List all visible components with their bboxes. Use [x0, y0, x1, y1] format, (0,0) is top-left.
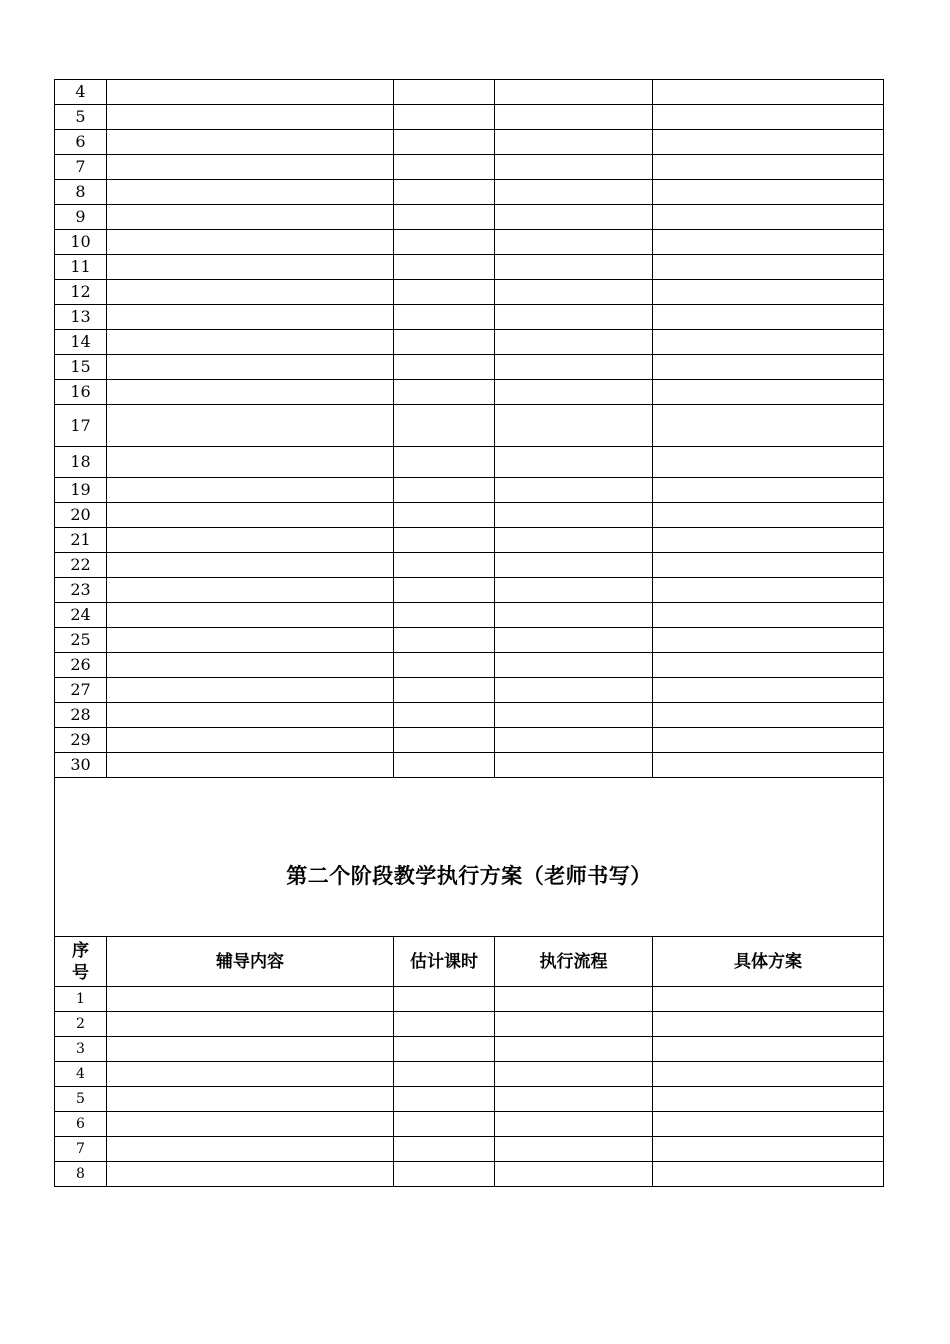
content-cell[interactable]: [107, 1137, 394, 1162]
content-cell[interactable]: [107, 1037, 394, 1062]
plan-cell[interactable]: [653, 728, 884, 753]
table-row: [55, 1012, 884, 1037]
section-title-cell: [55, 778, 884, 937]
hours-cell[interactable]: [394, 405, 495, 447]
process-cell[interactable]: [495, 753, 653, 778]
table-row: [55, 728, 884, 753]
table-row: [55, 330, 884, 355]
process-cell[interactable]: [495, 1137, 653, 1162]
hours-cell[interactable]: [394, 280, 495, 305]
content-cell[interactable]: [107, 330, 394, 355]
hours-cell[interactable]: [394, 628, 495, 653]
row-number: 15: [55, 355, 107, 380]
plan-cell[interactable]: [653, 230, 884, 255]
row-number: 18: [55, 447, 107, 478]
hours-cell[interactable]: [394, 155, 495, 180]
content-cell[interactable]: [107, 205, 394, 230]
content-cell[interactable]: [107, 528, 394, 553]
content-cell[interactable]: [107, 447, 394, 478]
plan-cell[interactable]: [653, 503, 884, 528]
content-cell[interactable]: [107, 478, 394, 503]
content-cell[interactable]: [107, 753, 394, 778]
hours-cell[interactable]: [394, 1087, 495, 1112]
table-row: [55, 255, 884, 280]
process-cell[interactable]: [495, 255, 653, 280]
process-cell[interactable]: [495, 1087, 653, 1112]
hours-cell[interactable]: [394, 728, 495, 753]
process-cell[interactable]: [495, 987, 653, 1012]
table-row: [55, 405, 884, 447]
hours-cell[interactable]: [394, 330, 495, 355]
process-cell[interactable]: [495, 603, 653, 628]
content-cell[interactable]: [107, 230, 394, 255]
table-row: [55, 1087, 884, 1112]
hours-cell[interactable]: [394, 703, 495, 728]
hours-cell[interactable]: [394, 205, 495, 230]
plan-cell[interactable]: [653, 1137, 884, 1162]
stage1-rows: [55, 80, 884, 778]
content-cell[interactable]: [107, 355, 394, 380]
process-cell[interactable]: [495, 703, 653, 728]
process-cell[interactable]: [495, 1037, 653, 1062]
process-cell[interactable]: [495, 280, 653, 305]
row-number: 1: [55, 987, 107, 1012]
content-cell[interactable]: [107, 155, 394, 180]
content-cell[interactable]: [107, 1162, 394, 1187]
process-cell[interactable]: [495, 1012, 653, 1037]
table-row: [55, 447, 884, 478]
header-seq: [55, 937, 107, 987]
content-cell[interactable]: [107, 678, 394, 703]
process-cell[interactable]: [495, 180, 653, 205]
content-cell[interactable]: [107, 180, 394, 205]
content-cell[interactable]: [107, 1062, 394, 1087]
row-number: 20: [55, 503, 107, 528]
plan-cell[interactable]: [653, 305, 884, 330]
plan-cell[interactable]: [653, 653, 884, 678]
process-cell[interactable]: [495, 528, 653, 553]
row-number: 23: [55, 578, 107, 603]
plan-cell[interactable]: [653, 1037, 884, 1062]
row-number: 26: [55, 653, 107, 678]
content-cell[interactable]: [107, 603, 394, 628]
hours-cell[interactable]: [394, 1137, 495, 1162]
content-cell[interactable]: [107, 105, 394, 130]
content-cell[interactable]: [107, 578, 394, 603]
hours-cell[interactable]: [394, 80, 495, 105]
content-cell[interactable]: [107, 703, 394, 728]
process-cell[interactable]: [495, 230, 653, 255]
process-cell[interactable]: [495, 653, 653, 678]
table-row: [55, 380, 884, 405]
row-number: 12: [55, 280, 107, 305]
header-row: [55, 937, 884, 987]
process-cell[interactable]: [495, 205, 653, 230]
table-row: [55, 628, 884, 653]
hours-cell[interactable]: [394, 578, 495, 603]
plan-cell[interactable]: [653, 528, 884, 553]
table-row: [55, 478, 884, 503]
table-row: [55, 280, 884, 305]
row-number: 30: [55, 753, 107, 778]
process-cell[interactable]: [495, 447, 653, 478]
row-number: 21: [55, 528, 107, 553]
plan-cell[interactable]: [653, 628, 884, 653]
row-number: 13: [55, 305, 107, 330]
row-number: 4: [55, 1062, 107, 1087]
content-cell[interactable]: [107, 130, 394, 155]
hours-cell[interactable]: [394, 1012, 495, 1037]
table-row: [55, 205, 884, 230]
table-row: [55, 603, 884, 628]
hours-cell[interactable]: [394, 1112, 495, 1137]
table-row: [55, 305, 884, 330]
table-row: [55, 578, 884, 603]
content-cell[interactable]: [107, 728, 394, 753]
table-row: [55, 553, 884, 578]
row-number: 17: [55, 405, 107, 447]
plan-cell[interactable]: [653, 603, 884, 628]
plan-cell[interactable]: [653, 405, 884, 447]
plan-cell[interactable]: [653, 703, 884, 728]
table-row: [55, 130, 884, 155]
plan-cell[interactable]: [653, 155, 884, 180]
hours-cell[interactable]: [394, 255, 495, 280]
row-number: 8: [55, 180, 107, 205]
plan-cell[interactable]: [653, 1162, 884, 1187]
hours-cell[interactable]: [394, 380, 495, 405]
row-number: 3: [55, 1037, 107, 1062]
stage2-section: [55, 778, 884, 1187]
plan-cell[interactable]: [653, 447, 884, 478]
hours-cell[interactable]: [394, 653, 495, 678]
hours-cell[interactable]: [394, 987, 495, 1012]
row-number: 10: [55, 230, 107, 255]
content-cell[interactable]: [107, 1087, 394, 1112]
process-cell[interactable]: [495, 105, 653, 130]
row-number: 25: [55, 628, 107, 653]
table-row: [55, 528, 884, 553]
plan-cell[interactable]: [653, 330, 884, 355]
row-number: 6: [55, 1112, 107, 1137]
plan-cell[interactable]: [653, 1012, 884, 1037]
plan-cell[interactable]: [653, 1087, 884, 1112]
process-cell[interactable]: [495, 330, 653, 355]
content-cell[interactable]: [107, 987, 394, 1012]
hours-cell[interactable]: [394, 1037, 495, 1062]
table-row: [55, 355, 884, 380]
process-cell[interactable]: [495, 380, 653, 405]
plan-cell[interactable]: [653, 1112, 884, 1137]
table-row: [55, 987, 884, 1012]
row-number: 5: [55, 1087, 107, 1112]
hours-cell[interactable]: [394, 553, 495, 578]
process-cell[interactable]: [495, 405, 653, 447]
hours-cell[interactable]: [394, 478, 495, 503]
process-cell[interactable]: [495, 80, 653, 105]
row-number: 4: [55, 80, 107, 105]
row-number: 16: [55, 380, 107, 405]
hours-cell[interactable]: [394, 753, 495, 778]
plan-cell[interactable]: [653, 205, 884, 230]
content-cell[interactable]: [107, 503, 394, 528]
content-cell[interactable]: [107, 405, 394, 447]
content-cell[interactable]: [107, 255, 394, 280]
plan-cell[interactable]: [653, 355, 884, 380]
table-row: [55, 230, 884, 255]
process-cell[interactable]: [495, 1062, 653, 1087]
content-cell[interactable]: [107, 1012, 394, 1037]
table-row: [55, 180, 884, 205]
plan-cell[interactable]: [653, 478, 884, 503]
content-cell[interactable]: [107, 280, 394, 305]
hours-cell[interactable]: [394, 305, 495, 330]
table-row: [55, 503, 884, 528]
table-row: [55, 753, 884, 778]
plan-cell[interactable]: [653, 280, 884, 305]
content-cell[interactable]: [107, 653, 394, 678]
process-cell[interactable]: [495, 478, 653, 503]
process-cell[interactable]: [495, 578, 653, 603]
plan-cell[interactable]: [653, 80, 884, 105]
row-number: 29: [55, 728, 107, 753]
row-number: 22: [55, 553, 107, 578]
plan-cell[interactable]: [653, 578, 884, 603]
content-cell[interactable]: [107, 305, 394, 330]
process-cell[interactable]: [495, 728, 653, 753]
plan-cell[interactable]: [653, 255, 884, 280]
table-row: [55, 1112, 884, 1137]
table-row: [55, 653, 884, 678]
row-number: 8: [55, 1162, 107, 1187]
row-number: 11: [55, 255, 107, 280]
table-row: [55, 703, 884, 728]
table-row: [55, 1062, 884, 1087]
hours-cell[interactable]: [394, 1062, 495, 1087]
plan-cell[interactable]: [653, 130, 884, 155]
plan-cell[interactable]: [653, 553, 884, 578]
plan-cell[interactable]: [653, 678, 884, 703]
hours-cell[interactable]: [394, 678, 495, 703]
row-number: 14: [55, 330, 107, 355]
table-row: [55, 1162, 884, 1187]
row-number: 24: [55, 603, 107, 628]
hours-cell[interactable]: [394, 105, 495, 130]
header-hours: 估计课时: [394, 937, 495, 987]
process-cell[interactable]: [495, 503, 653, 528]
table-row: [55, 1037, 884, 1062]
process-cell[interactable]: [495, 1112, 653, 1137]
hours-cell[interactable]: [394, 130, 495, 155]
hours-cell[interactable]: [394, 447, 495, 478]
row-number: 28: [55, 703, 107, 728]
process-cell[interactable]: [495, 1162, 653, 1187]
process-cell[interactable]: [495, 155, 653, 180]
content-cell[interactable]: [107, 380, 394, 405]
table-row: [55, 155, 884, 180]
row-number: 19: [55, 478, 107, 503]
hours-cell[interactable]: [394, 230, 495, 255]
hours-cell[interactable]: [394, 603, 495, 628]
header-process: 执行流程: [495, 937, 653, 987]
process-cell[interactable]: [495, 678, 653, 703]
content-cell[interactable]: [107, 628, 394, 653]
content-cell[interactable]: [107, 1112, 394, 1137]
row-number: 27: [55, 678, 107, 703]
plan-cell[interactable]: [653, 180, 884, 205]
teaching-plan-table: [54, 79, 884, 1187]
hours-cell[interactable]: [394, 1162, 495, 1187]
plan-cell[interactable]: [653, 380, 884, 405]
section-title: 第二个阶段教学执行方案（老师书写）: [286, 864, 652, 888]
hours-cell[interactable]: [394, 528, 495, 553]
row-number: 5: [55, 105, 107, 130]
table-row: [55, 1137, 884, 1162]
content-cell[interactable]: [107, 80, 394, 105]
process-cell[interactable]: [495, 553, 653, 578]
plan-cell[interactable]: [653, 987, 884, 1012]
hours-cell[interactable]: [394, 355, 495, 380]
row-number: 9: [55, 205, 107, 230]
plan-cell[interactable]: [653, 105, 884, 130]
row-number: 6: [55, 130, 107, 155]
row-number: 7: [55, 155, 107, 180]
table-row: [55, 678, 884, 703]
content-cell[interactable]: [107, 553, 394, 578]
row-number: 2: [55, 1012, 107, 1037]
plan-cell[interactable]: [653, 753, 884, 778]
section-title-row: [55, 778, 884, 937]
table-row: [55, 80, 884, 105]
process-cell[interactable]: [495, 130, 653, 155]
row-number: 7: [55, 1137, 107, 1162]
hours-cell[interactable]: [394, 503, 495, 528]
process-cell[interactable]: [495, 305, 653, 330]
process-cell[interactable]: [495, 628, 653, 653]
table-row: [55, 105, 884, 130]
header-seq-line2: 号: [72, 962, 89, 983]
process-cell[interactable]: [495, 355, 653, 380]
header-content: 辅导内容: [107, 937, 394, 987]
plan-cell[interactable]: [653, 1062, 884, 1087]
header-plan: 具体方案: [653, 937, 884, 987]
hours-cell[interactable]: [394, 180, 495, 205]
header-seq-line1: 序: [72, 940, 89, 961]
